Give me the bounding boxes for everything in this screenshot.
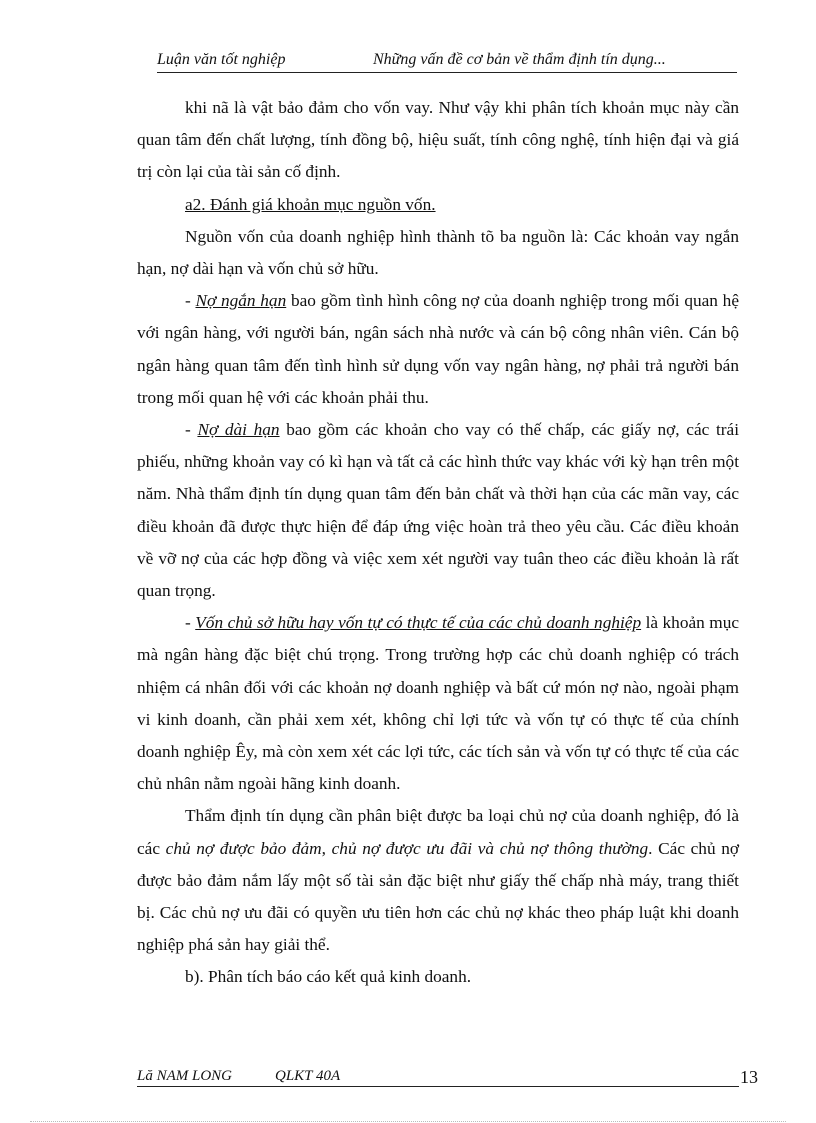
- term-short-term-debt: Nợ ngắn hạn: [195, 291, 287, 311]
- footer-author: Lă NAM LONG: [137, 1068, 233, 1084]
- term-long-term-debt: Nợ dài hạn: [197, 420, 280, 440]
- bullet-dash: -: [185, 420, 198, 440]
- header-thesis-label: Luận văn tốt nghiệp: [157, 51, 286, 68]
- paragraph-creditor-types: [137, 800, 739, 961]
- term-owner-equity: Vốn chủ sở hữu hay vốn tự có thực tế của các chủ doanh nghiệp: [195, 613, 642, 633]
- creditor-explanation: . Các chủ nợ được bảo đảm nắm lấy một số tài sản đặc biệt như giấy thế chấp nhà máy, trang thiết bị. Các chủ nợ ưu đãi có quyền ưu tiên hơn các chủ nợ khác theo pháp luật khi doanh nghiệp phá sản hay giải thể.: [137, 838, 740, 955]
- term-preferred-ordinary-creditors: chủ nợ được ưu đãi và chủ nợ thông thường: [331, 838, 649, 858]
- page-header: [157, 50, 737, 73]
- bullet-dash: -: [185, 291, 196, 311]
- bullet-short-term-debt: [137, 285, 739, 414]
- header-chapter-title: Những vấn đề cơ bản về thẩm định tín dụng...: [373, 51, 666, 68]
- page-footer: [137, 1066, 739, 1087]
- page-number: 13: [740, 1067, 758, 1087]
- page-edge-divider: [30, 1121, 786, 1122]
- section-heading-a2: [137, 189, 739, 221]
- footer-class: QLKT 40A: [275, 1068, 341, 1084]
- bullet-owner-equity-text: là khoản mục mà ngân hàng đặc biệt chú trọng. Trong trường hợp các chủ doanh nghiệp có trách nhiệm cá nhân đối với các khoản nợ doanh nghiệp và bất cứ món nợ nào, ngoài phạm vi kinh doanh, cần phải xem xét, không chỉ lợi tức và vốn tự có thực tế của chính doanh nghiệp Êy, mà còn xem xét các lợi tức, các tích sản và vốn tự có thực tế của các chủ nhân nằm ngoài hãng kinh doanh.: [137, 613, 740, 794]
- bullet-owner-equity: [137, 607, 739, 800]
- creditor-intro: Thẩm định tín dụng cần phân biệt được ba loại chủ nợ của doanh nghiệp, đó là các: [137, 806, 739, 858]
- paragraph-capital-sources: Nguồn vốn của doanh nghiệp hình thành tõ ba nguồn là: Các khoản vay ngắn hạn, nợ dài hạn và vốn chủ sở hữu.: [137, 226, 739, 279]
- section-heading-b: b). Phân tích báo cáo kết quả kinh doanh.: [185, 967, 472, 987]
- bullet-short-term-debt-text: bao gồm tình hình công nợ của doanh nghiệp trong mối quan hệ với ngân hàng, với người bán, ngân sách nhà nước và cán bộ công nhân viên. Cán bộ ngân hàng quan tâm đến tình hình sử dụng vốn vay ngân hàng, nợ phải trả người bán trong mối quan hệ với các khoản phải thu.: [137, 291, 739, 407]
- bullet-dash: -: [185, 613, 196, 633]
- creditor-comma: ,: [321, 838, 332, 858]
- paragraph-fixed-assets: khi nã là vật bảo đảm cho vốn vay. Như vậy khi phân tích khoản mục này cần quan tâm đến chất lượng, tính đồng bộ, hiệu suất, tính công nghệ, tính hiện đại và giá trị còn lại của tài sản cố định.: [137, 98, 739, 182]
- main-text: [137, 92, 739, 994]
- bullet-long-term-debt-text: bao gồm các khoản cho vay có thế chấp, các giấy nợ, các trái phiếu, những khoản vay có kì hạn và tất cả các hình thức vay khác với kỳ hạn trên một năm. Nhà thẩm định tín dụng quan tâm đến bản chất và thời hạn của các mãn vay, các điều khoản đã được thực hiện để đáp ứng việc hoàn trả theo yêu cầu. Các điều khoản về vỡ nợ của các hợp đồng và việc xem xét người vay tuân theo các điều khoản là rất quan trọng.: [137, 420, 739, 601]
- bullet-long-term-debt: [137, 414, 739, 607]
- term-secured-creditors: chủ nợ được bảo đảm: [165, 838, 322, 858]
- section-heading-a2-text: a2. Đánh giá khoản mục nguồn vốn.: [185, 194, 436, 214]
